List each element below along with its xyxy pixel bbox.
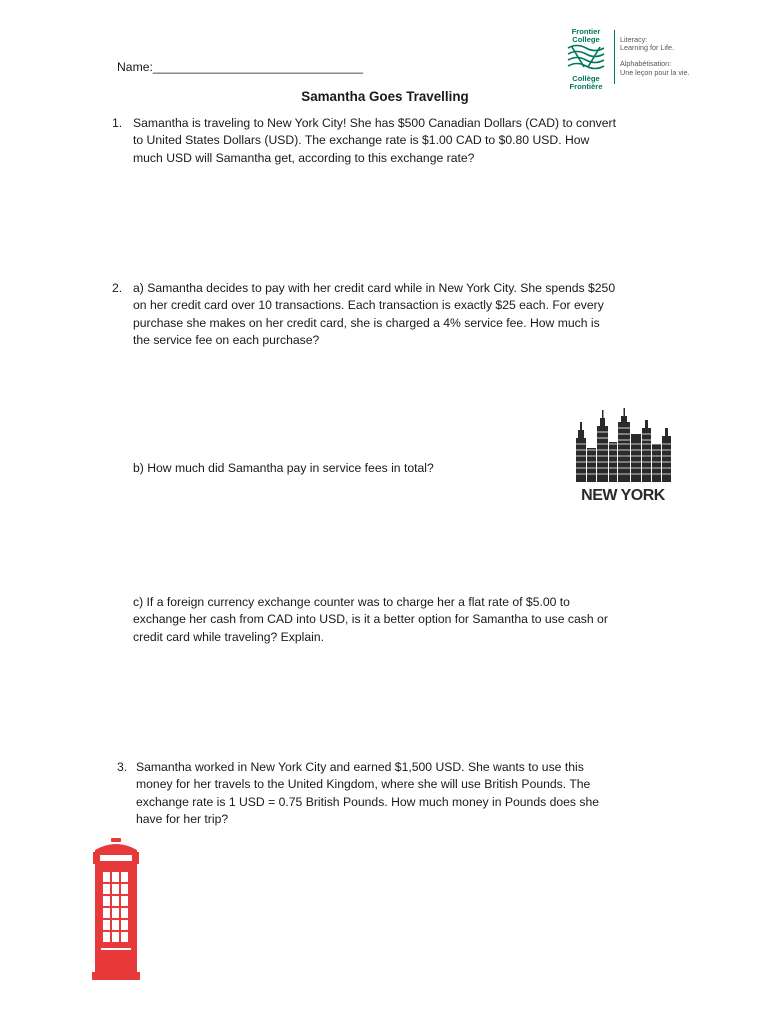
logo-org-en-2: College — [572, 35, 600, 44]
name-underline: _______________________________ — [152, 60, 364, 74]
tagline-fr-2: Une leçon pour la vie. — [620, 67, 690, 77]
q1-number: 1. — [112, 116, 123, 130]
logo-emblem-icon — [562, 44, 610, 70]
logo-org-fr-2: Frontière — [569, 82, 603, 91]
red-phone-booth-icon — [91, 838, 141, 980]
new-york-graphic — [568, 408, 678, 504]
question-2b — [133, 460, 434, 477]
q1-line: Samantha is traveling to New York City! She has $500 Canadian Dollars (CAD) to convert — [133, 116, 616, 130]
q2a-line: on her credit card over 10 transactions. Each transaction is exactly $25 each. For every — [133, 298, 604, 313]
new-york-caption: NEW YORK — [581, 487, 665, 504]
q2b-line: b) How much did Samantha pay in service fees in total? — [133, 461, 434, 475]
frontier-college-logo — [562, 28, 702, 92]
q2a-line: purchase she makes on her credit card, she is charged a 4% service fee. How much is — [133, 315, 600, 330]
q1-line: to United States Dollars (USD). The exchange rate is $1.00 CAD to $0.80 USD. How — [133, 133, 590, 148]
q2c-line: c) If a foreign currency exchange counter was to charge her a flat rate of $5.00 to — [133, 595, 570, 609]
question-3 — [136, 759, 599, 828]
name-label: Name: — [117, 60, 153, 74]
q2c-line: exchange her cash from CAD into USD, is it a better option for Samantha to use cash or — [133, 612, 608, 627]
question-2a — [133, 280, 615, 349]
logo-org-fr-1: Collège — [572, 74, 600, 83]
question-2c — [133, 594, 608, 646]
q2c-line: credit card while traveling? Explain. — [133, 629, 325, 644]
q3-number: 3. — [117, 760, 128, 774]
page-title: Samantha Goes Travelling — [301, 89, 469, 104]
question-1 — [133, 115, 616, 167]
skyline-icon — [568, 408, 678, 482]
q3-line: have for her trip? — [136, 811, 229, 826]
q2a-line: a) Samantha decides to pay with her credit card while in New York City. She spends $250 — [133, 281, 616, 295]
q3-line: exchange rate is 1 USD = 0.75 British Pounds. How much money in Pounds does she — [136, 794, 600, 809]
tagline-en-1: Literacy: — [620, 35, 648, 44]
q1-line: much USD will Samantha get, according to this exchange rate? — [133, 150, 475, 165]
logo-tagline — [620, 36, 690, 77]
phone-booth-graphic — [91, 838, 141, 980]
q3-line: Samantha worked in New York City and earned $1,500 USD. She wants to use this — [136, 760, 584, 774]
logo-divider — [614, 30, 615, 84]
q2-number: 2. — [112, 281, 123, 295]
logo-org-en-1: Frontier — [571, 27, 601, 36]
q3-line: money for her travels to the United Kingdom, where she will use British Pounds. The — [136, 777, 591, 792]
tagline-fr-1: Alphabétisation: — [620, 59, 672, 69]
name-field[interactable] — [117, 60, 363, 74]
q2a-line: the service fee on each purchase? — [133, 332, 320, 347]
tagline-en-2: Learning for Life. — [620, 43, 674, 53]
